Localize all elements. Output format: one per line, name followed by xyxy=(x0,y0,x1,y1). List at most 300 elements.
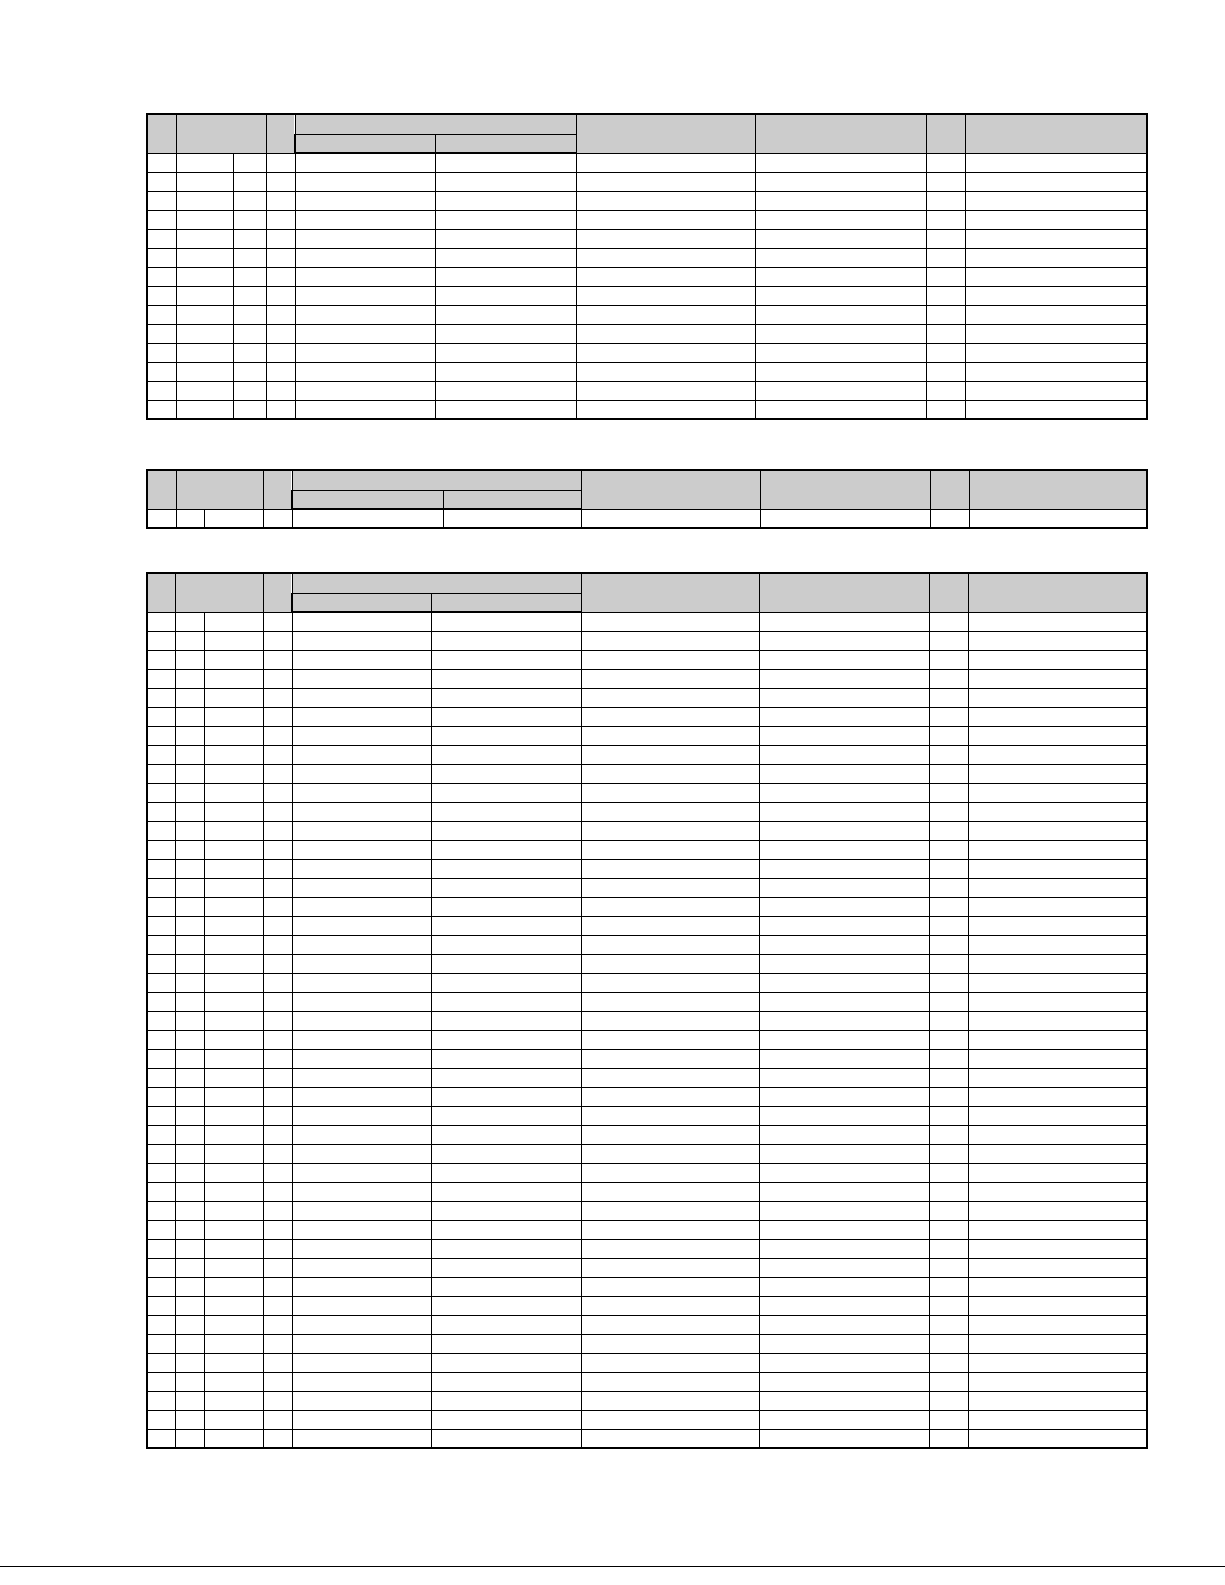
table-cell xyxy=(968,1277,1147,1296)
table-cell xyxy=(147,210,176,229)
table-cell xyxy=(292,1068,431,1087)
table-cell xyxy=(176,286,233,305)
table-cell xyxy=(204,859,263,878)
table-cell xyxy=(292,802,431,821)
table-cell xyxy=(263,1334,292,1353)
table-cell xyxy=(581,1068,759,1087)
table-cell xyxy=(204,669,263,688)
page-bottom-rule xyxy=(0,1566,1225,1567)
table-cell xyxy=(204,1239,263,1258)
table-cell xyxy=(431,1106,581,1125)
table-2-header-cell xyxy=(969,470,1147,509)
table-cell xyxy=(443,509,581,528)
table-cell xyxy=(204,878,263,897)
table-cell xyxy=(147,821,175,840)
table-cell xyxy=(295,286,435,305)
table-cell xyxy=(175,1106,204,1125)
table-row xyxy=(147,821,1147,840)
table-cell xyxy=(147,840,175,859)
table-3-header-cell xyxy=(147,573,175,612)
table-cell xyxy=(263,1391,292,1410)
table-row xyxy=(147,324,1147,343)
table-cell xyxy=(926,248,965,267)
table-3-header-cell xyxy=(581,573,759,612)
table-cell xyxy=(755,153,926,172)
table-1-header-row xyxy=(147,114,1147,134)
table-cell xyxy=(204,840,263,859)
table-cell xyxy=(759,783,929,802)
table-cell xyxy=(204,1410,263,1429)
table-cell xyxy=(263,1353,292,1372)
table-cell xyxy=(968,954,1147,973)
table-row xyxy=(147,973,1147,992)
table-cell xyxy=(175,916,204,935)
table-cell xyxy=(295,400,435,419)
table-cell xyxy=(263,1163,292,1182)
table-cell xyxy=(204,1030,263,1049)
table-3-header-cell xyxy=(175,573,263,612)
table-cell xyxy=(581,1315,759,1334)
table-cell xyxy=(968,1258,1147,1277)
table-cell xyxy=(263,840,292,859)
table-cell xyxy=(929,1429,968,1448)
table-cell xyxy=(204,1087,263,1106)
table-cell xyxy=(292,631,431,650)
table-row xyxy=(147,1144,1147,1163)
table-cell xyxy=(431,954,581,973)
table-cell xyxy=(292,612,431,631)
table-cell xyxy=(929,802,968,821)
table-cell xyxy=(581,1220,759,1239)
table-cell xyxy=(581,1429,759,1448)
table-cell xyxy=(147,631,175,650)
table-cell xyxy=(581,688,759,707)
table-cell xyxy=(175,1201,204,1220)
table-cell xyxy=(755,343,926,362)
table-2-header-cell xyxy=(263,470,292,509)
table-cell xyxy=(147,707,175,726)
table-cell xyxy=(926,191,965,210)
table-cell xyxy=(233,286,266,305)
table-cell xyxy=(968,1049,1147,1068)
table-1-header-cell xyxy=(266,114,295,153)
table-cell xyxy=(965,324,1147,343)
table-cell xyxy=(759,1334,929,1353)
table-3-header-cell xyxy=(759,573,929,612)
table-cell xyxy=(175,1296,204,1315)
table-cell xyxy=(581,764,759,783)
table-cell xyxy=(576,210,755,229)
table-cell xyxy=(929,631,968,650)
table-cell xyxy=(147,1163,175,1182)
table-cell xyxy=(968,1239,1147,1258)
table-row xyxy=(147,650,1147,669)
table-cell xyxy=(204,612,263,631)
table-cell xyxy=(759,1163,929,1182)
table-cell xyxy=(968,1087,1147,1106)
table-cell xyxy=(929,1277,968,1296)
table-cell xyxy=(929,916,968,935)
table-cell xyxy=(431,688,581,707)
table-cell xyxy=(929,764,968,783)
table-cell xyxy=(292,783,431,802)
table-cell xyxy=(175,1239,204,1258)
table-cell xyxy=(204,1334,263,1353)
table-cell xyxy=(147,1030,175,1049)
table-cell xyxy=(929,1087,968,1106)
table-cell xyxy=(263,612,292,631)
table-cell xyxy=(968,1182,1147,1201)
table-cell xyxy=(147,1125,175,1144)
table-cell xyxy=(755,362,926,381)
table-cell xyxy=(263,745,292,764)
table-row xyxy=(147,992,1147,1011)
table-cell xyxy=(263,650,292,669)
table-row xyxy=(147,1125,1147,1144)
table-cell xyxy=(204,1049,263,1068)
table-cell xyxy=(263,1258,292,1277)
table-cell xyxy=(263,973,292,992)
table-cell xyxy=(926,229,965,248)
table-cell xyxy=(295,305,435,324)
table-cell xyxy=(968,878,1147,897)
table-cell xyxy=(581,650,759,669)
table-cell xyxy=(175,1220,204,1239)
table-cell xyxy=(929,1049,968,1068)
table-cell xyxy=(965,286,1147,305)
table-cell xyxy=(295,210,435,229)
table-cell xyxy=(175,821,204,840)
table-cell xyxy=(581,859,759,878)
table-cell xyxy=(147,1182,175,1201)
table-cell xyxy=(204,1372,263,1391)
table-cell xyxy=(755,229,926,248)
table-cell xyxy=(233,248,266,267)
table-cell xyxy=(147,1106,175,1125)
table-cell xyxy=(175,1258,204,1277)
table-cell xyxy=(759,631,929,650)
table-cell xyxy=(435,381,576,400)
table-row xyxy=(147,210,1147,229)
table-cell xyxy=(581,783,759,802)
table-cell xyxy=(147,973,175,992)
table-cell xyxy=(929,878,968,897)
table-cell xyxy=(175,631,204,650)
table-cell xyxy=(969,509,1147,528)
table-cell xyxy=(175,1410,204,1429)
table-cell xyxy=(929,1391,968,1410)
table-2-header-cell xyxy=(760,470,930,509)
table-1-header-group xyxy=(295,114,576,134)
table-cell xyxy=(431,897,581,916)
table-cell xyxy=(576,153,755,172)
table-cell xyxy=(263,1049,292,1068)
table-cell xyxy=(968,1410,1147,1429)
table-cell xyxy=(147,1315,175,1334)
table-cell xyxy=(176,229,233,248)
table-cell xyxy=(581,1182,759,1201)
table-cell xyxy=(968,1201,1147,1220)
table-cell xyxy=(263,1125,292,1144)
table-cell xyxy=(176,400,233,419)
table-cell xyxy=(435,153,576,172)
table-cell xyxy=(929,1220,968,1239)
table-cell xyxy=(175,840,204,859)
table-3-header-cell xyxy=(929,573,968,612)
table-cell xyxy=(263,954,292,973)
table-cell xyxy=(581,707,759,726)
table-cell xyxy=(175,764,204,783)
table-2-header-subcell xyxy=(292,490,443,509)
table-cell xyxy=(175,612,204,631)
table-cell xyxy=(759,1049,929,1068)
table-cell xyxy=(929,612,968,631)
table-cell xyxy=(147,1277,175,1296)
table-row xyxy=(147,1372,1147,1391)
table-cell xyxy=(581,1296,759,1315)
table-cell xyxy=(435,305,576,324)
table-cell xyxy=(431,1315,581,1334)
table-row xyxy=(147,1258,1147,1277)
table-cell xyxy=(431,1277,581,1296)
table-cell xyxy=(263,783,292,802)
table-cell xyxy=(968,707,1147,726)
table-cell xyxy=(759,1220,929,1239)
table-cell xyxy=(759,916,929,935)
table-cell xyxy=(175,954,204,973)
table-cell xyxy=(292,1353,431,1372)
table-cell xyxy=(292,1239,431,1258)
table-cell xyxy=(581,631,759,650)
table-cell xyxy=(175,935,204,954)
table-cell xyxy=(576,400,755,419)
table-cell xyxy=(760,509,930,528)
table-cell xyxy=(204,1068,263,1087)
table-cell xyxy=(175,1334,204,1353)
table-cell xyxy=(204,783,263,802)
table-cell xyxy=(204,1201,263,1220)
table-cell xyxy=(176,191,233,210)
table-cell xyxy=(175,1182,204,1201)
table-cell xyxy=(431,1334,581,1353)
table-cell xyxy=(435,267,576,286)
table-cell xyxy=(968,1296,1147,1315)
table-row xyxy=(147,1277,1147,1296)
table-cell xyxy=(431,631,581,650)
table-cell xyxy=(204,726,263,745)
table-cell xyxy=(755,172,926,191)
table-cell xyxy=(435,248,576,267)
table-cell xyxy=(759,1125,929,1144)
table-cell xyxy=(435,400,576,419)
table-cell xyxy=(576,362,755,381)
table-cell xyxy=(968,1372,1147,1391)
table-cell xyxy=(263,1239,292,1258)
table-cell xyxy=(759,707,929,726)
table-row xyxy=(147,172,1147,191)
table-cell xyxy=(263,509,292,528)
table-cell xyxy=(295,229,435,248)
table-cell xyxy=(759,1372,929,1391)
table-row xyxy=(147,1391,1147,1410)
table-cell xyxy=(581,509,760,528)
table-cell xyxy=(176,210,233,229)
table-cell xyxy=(175,878,204,897)
table-cell xyxy=(431,878,581,897)
table-cell xyxy=(929,1334,968,1353)
table-cell xyxy=(147,1258,175,1277)
table-3-header-group xyxy=(292,573,581,593)
table-cell xyxy=(926,324,965,343)
table-cell xyxy=(965,248,1147,267)
table-cell xyxy=(929,821,968,840)
table-cell xyxy=(929,1144,968,1163)
table-cell xyxy=(204,1429,263,1448)
table-cell xyxy=(576,381,755,400)
table-cell xyxy=(755,381,926,400)
table-cell xyxy=(581,612,759,631)
table-cell xyxy=(263,1429,292,1448)
table-cell xyxy=(292,1429,431,1448)
table-cell xyxy=(576,343,755,362)
table-row xyxy=(147,916,1147,935)
table-row xyxy=(147,669,1147,688)
table-cell xyxy=(581,897,759,916)
table-cell xyxy=(295,248,435,267)
table-cell xyxy=(176,324,233,343)
table-cell xyxy=(926,153,965,172)
table-cell xyxy=(929,1068,968,1087)
table-cell xyxy=(292,1410,431,1429)
table-cell xyxy=(576,267,755,286)
table-cell xyxy=(292,1258,431,1277)
table-cell xyxy=(431,1220,581,1239)
table-cell xyxy=(263,992,292,1011)
table-cell xyxy=(576,191,755,210)
table-cell xyxy=(759,1106,929,1125)
table-cell xyxy=(968,764,1147,783)
table-cell xyxy=(929,707,968,726)
table-cell xyxy=(929,1201,968,1220)
table-2-header-cell xyxy=(147,470,176,509)
table-cell xyxy=(292,707,431,726)
table-cell xyxy=(204,1182,263,1201)
table-cell xyxy=(576,324,755,343)
table-cell xyxy=(292,1087,431,1106)
table-cell xyxy=(929,954,968,973)
table-1-header-cell xyxy=(755,114,926,153)
table-cell xyxy=(147,916,175,935)
table-cell xyxy=(233,305,266,324)
table-3-body xyxy=(147,573,1147,1448)
table-cell xyxy=(968,897,1147,916)
table-cell xyxy=(175,1087,204,1106)
table-cell xyxy=(968,669,1147,688)
table-cell xyxy=(431,992,581,1011)
table-cell xyxy=(755,191,926,210)
table-1-header-cell xyxy=(147,114,176,153)
table-cell xyxy=(929,783,968,802)
table-cell xyxy=(204,1258,263,1277)
table-cell xyxy=(431,1049,581,1068)
table-cell xyxy=(233,172,266,191)
table-row xyxy=(147,935,1147,954)
table-cell xyxy=(204,973,263,992)
table-cell xyxy=(292,1277,431,1296)
table-cell xyxy=(204,1296,263,1315)
table-row xyxy=(147,859,1147,878)
table-cell xyxy=(968,631,1147,650)
table-cell xyxy=(266,343,295,362)
table-cell xyxy=(147,1391,175,1410)
table-cell xyxy=(147,362,176,381)
table-row xyxy=(147,1410,1147,1429)
table-cell xyxy=(581,1144,759,1163)
table-cell xyxy=(968,783,1147,802)
table-cell xyxy=(233,267,266,286)
table-cell xyxy=(292,1125,431,1144)
table-cell xyxy=(965,229,1147,248)
table-cell xyxy=(968,1068,1147,1087)
table-cell xyxy=(263,1277,292,1296)
table-cell xyxy=(929,650,968,669)
table-cell xyxy=(581,916,759,935)
table-cell xyxy=(147,1296,175,1315)
table-cell xyxy=(968,992,1147,1011)
table-cell xyxy=(929,1372,968,1391)
table-cell xyxy=(759,840,929,859)
table-cell xyxy=(204,821,263,840)
table-cell xyxy=(929,1125,968,1144)
table-cell xyxy=(968,745,1147,764)
table-cell xyxy=(759,726,929,745)
table-cell xyxy=(175,897,204,916)
table-cell xyxy=(929,1163,968,1182)
table-cell xyxy=(759,688,929,707)
table-cell xyxy=(175,1353,204,1372)
table-cell xyxy=(266,267,295,286)
table-1-header-cell xyxy=(576,114,755,153)
table-cell xyxy=(759,1144,929,1163)
table-cell xyxy=(295,267,435,286)
table-cell xyxy=(233,153,266,172)
table-cell xyxy=(263,859,292,878)
table-row xyxy=(147,1315,1147,1334)
table-cell xyxy=(581,1239,759,1258)
table-cell xyxy=(292,1201,431,1220)
table-cell xyxy=(204,1011,263,1030)
table-cell xyxy=(929,1315,968,1334)
table-cell xyxy=(233,324,266,343)
table-cell xyxy=(755,286,926,305)
table-cell xyxy=(175,688,204,707)
table-cell xyxy=(968,859,1147,878)
table-cell xyxy=(175,973,204,992)
table-cell xyxy=(968,821,1147,840)
table-row xyxy=(147,1296,1147,1315)
table-cell xyxy=(292,650,431,669)
table-row xyxy=(147,745,1147,764)
table-cell xyxy=(431,916,581,935)
table-cell xyxy=(204,745,263,764)
table-cell xyxy=(175,859,204,878)
table-cell xyxy=(581,726,759,745)
table-cell xyxy=(759,1258,929,1277)
table-cell xyxy=(292,1372,431,1391)
table-cell xyxy=(204,916,263,935)
table-cell xyxy=(929,897,968,916)
table-cell xyxy=(929,1011,968,1030)
